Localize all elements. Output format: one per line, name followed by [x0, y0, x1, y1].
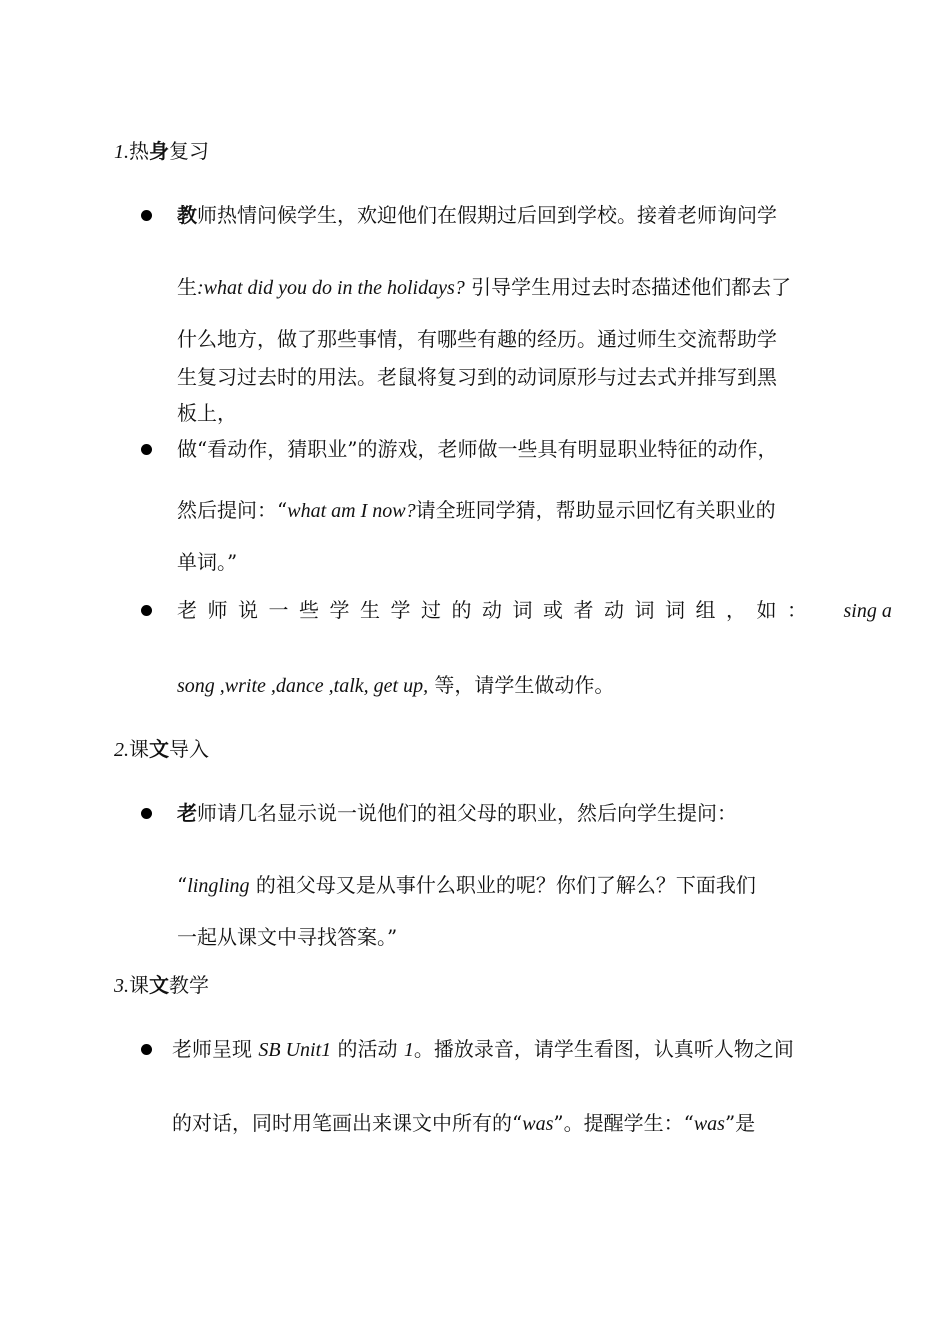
paragraph-line: 老师说一些学生学过的动词或者动词词组，如： sing a	[177, 598, 892, 622]
bullet-icon	[141, 808, 152, 819]
paragraph-line: 老师呈现 SB Unit1 的活动 1。播放录音，请学生看图，认真听人物之间	[172, 1037, 794, 1061]
paragraph-line: 教师热情问候学生，欢迎他们在假期过后回到学校。接着老师询问学	[177, 203, 777, 227]
paragraph-line: 单词。”	[177, 550, 238, 574]
bullet-icon	[141, 444, 152, 455]
section-heading-3: 3.课文教学	[114, 973, 209, 997]
paragraph-line: 老师请几名显示说一说他们的祖父母的职业，然后向学生提问：	[177, 801, 737, 825]
paragraph-line: song ,write ,dance ,talk, get up, 等，请学生做动作。	[177, 673, 615, 697]
paragraph-line: 板上，	[177, 401, 237, 425]
bullet-icon	[141, 210, 152, 221]
paragraph-line: 生:what did you do in the holidays? 引导学生用过去时态描述他们都去了	[177, 275, 792, 299]
paragraph-line: 一起从课文中寻找答案。”	[177, 925, 398, 949]
paragraph-line: 的对话，同时用笔画出来课文中所有的“was”。提醒学生：“was”是	[172, 1111, 756, 1135]
paragraph-line: 做“看动作，猜职业”的游戏，老师做一些具有明显职业特征的动作，	[177, 437, 778, 461]
paragraph-line: “lingling 的祖父母又是从事什么职业的呢？你们了解么？下面我们	[177, 873, 756, 897]
paragraph-line: 什么地方，做了那些事情，有哪些有趣的经历。通过师生交流帮助学	[177, 327, 777, 351]
paragraph-line: 然后提问：“what am I now?请全班同学猜，帮助显示回忆有关职业的	[177, 498, 776, 522]
section-heading-1: 1.热身复习	[114, 139, 209, 163]
section-heading-2: 2.课文导入	[114, 737, 209, 761]
bullet-icon	[141, 1044, 152, 1055]
paragraph-line: 生复习过去时的用法。老鼠将复习到的动词原形与过去式并排写到黑	[177, 365, 777, 389]
bullet-icon	[141, 605, 152, 616]
